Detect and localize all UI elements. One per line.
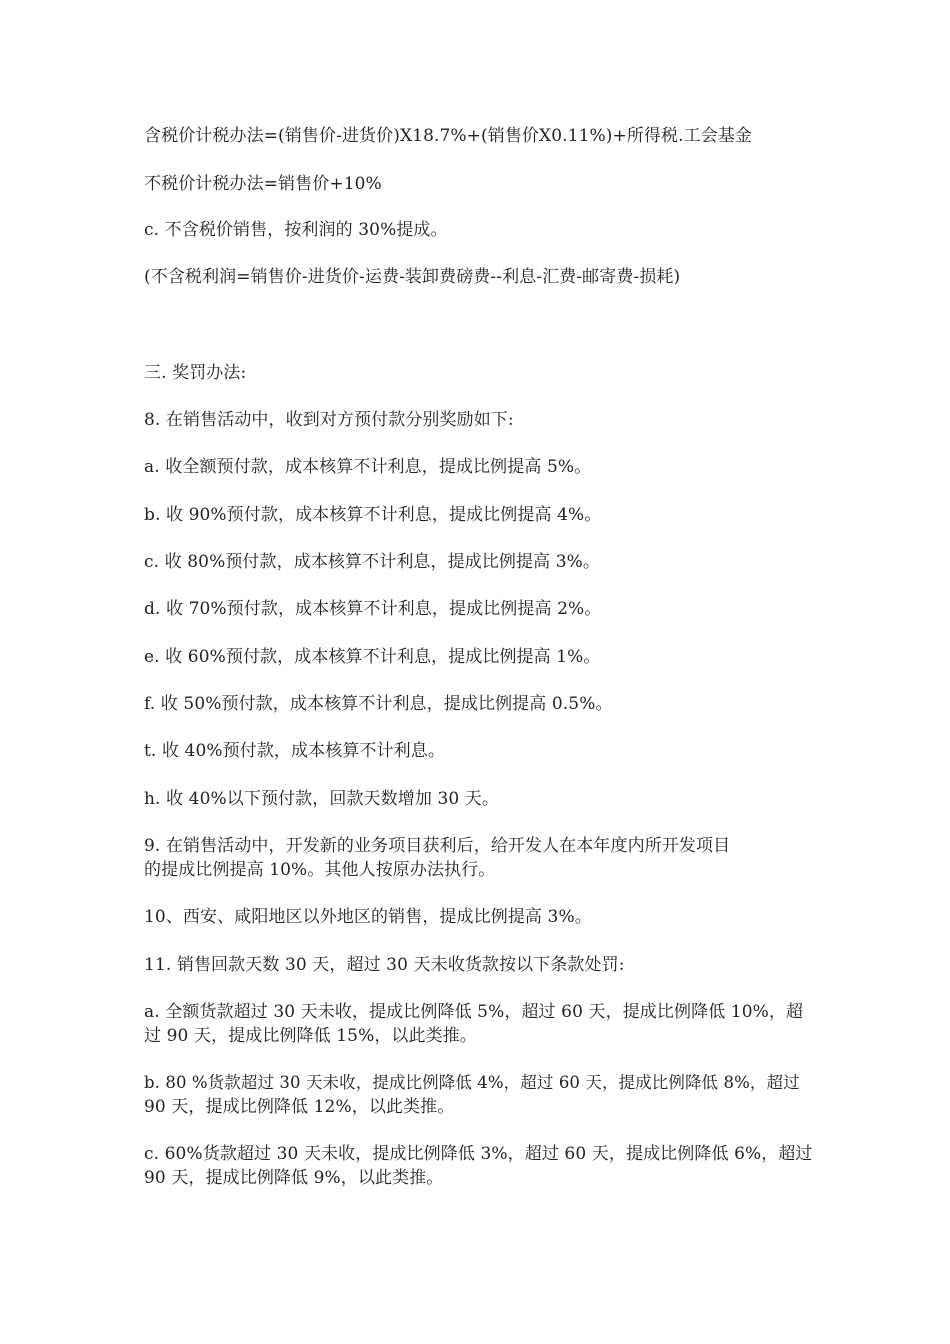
clause-8-a: a. 收全额预付款，成本核算不计利息，提成比例提高 5%。 [144,457,592,477]
clause-11: 11. 销售回款天数 30 天，超过 30 天未收货款按以下条款处罚: [144,955,625,975]
clause-8: 8. 在销售活动中，收到对方预付款分别奖励如下: [144,410,514,430]
clause-11-b-line-1: b. 80 %货款超过 30 天未收，提成比例降低 4%，超过 60 天，提成比例降低 8%，超过 [144,1073,800,1092]
clause-11-c-line-1: c. 60%货款超过 30 天未收，提成比例降低 3%，超过 60 天，提成比例降低 6%，超过 [144,1144,813,1164]
profit-formula: (不含税利润=销售价-进货价-运费-装卸费磅费--利息-汇费-邮寄费-损耗) [144,267,681,287]
clause-8-c: c. 收 80%预付款，成本核算不计利息，提成比例提高 3%。 [144,552,600,572]
clause-8-b: b. 收 90%预付款，成本核算不计利息，提成比例提高 4%。 [144,505,602,525]
clause-8-t: t. 收 40%预付款，成本核算不计利息。 [144,741,445,761]
tax-exclusive-formula: 不税价计税办法=销售价+10% [144,174,382,194]
clause-8-e: e. 收 60%预付款，成本核算不计利息，提成比例提高 1%。 [144,647,601,667]
clause-8-f: f. 收 50%预付款，成本核算不计利息，提成比例提高 0.5%。 [144,694,613,714]
clause-11-a-line-2: 过 90 天，提成比例降低 15%，以此类推。 [144,1026,477,1046]
clause-9-line-1: 9. 在销售活动中，开发新的业务项目获利后，给开发人在本年度内所开发项目 [144,836,731,856]
clause-11-c-line-2: 90 天，提成比例降低 9%，以此类推。 [144,1168,444,1188]
clause-10: 10、西安、咸阳地区以外地区的销售，提成比例提高 3%。 [144,907,592,927]
clause-8-d: d. 收 70%预付款，成本核算不计利息，提成比例提高 2%。 [144,599,602,619]
clause-9-line-2: 的提成比例提高 10%。其他人按原办法执行。 [144,860,496,880]
tax-inclusive-formula: 含税价计税办法=(销售价-进货价)X18.7%+(销售价X0.11%)+所得税.工会基金 [144,126,753,146]
item-c-commission: c. 不含税价销售，按利润的 30%提成。 [144,220,448,240]
section-heading: 三. 奖罚办法: [144,363,247,383]
clause-8-h: h. 收 40%以下预付款，回款天数增加 30 天。 [144,789,499,809]
clause-11-a-line-1: a. 全额货款超过 30 天未收，提成比例降低 5%，超过 60 天，提成比例降低 10%，超 [144,1002,804,1022]
clause-11-b-line-2: 90 天，提成比例降低 12%，以此类推。 [144,1097,455,1117]
